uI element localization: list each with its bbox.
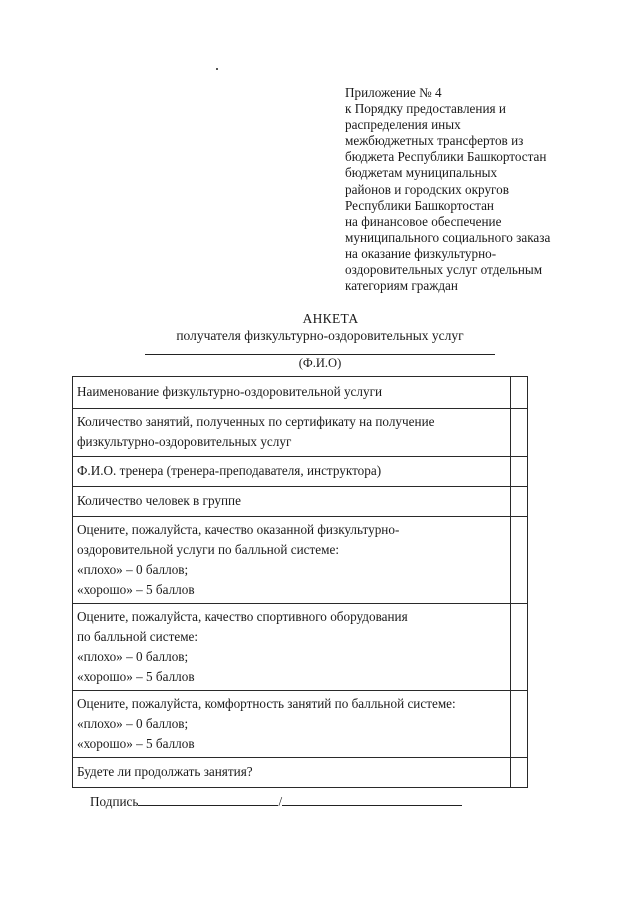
table-row <box>73 517 528 604</box>
question-cell <box>73 691 511 758</box>
answer-cell[interactable] <box>511 457 528 487</box>
appendix-block <box>345 85 605 294</box>
answer-cell[interactable] <box>511 517 528 604</box>
table-row <box>73 377 528 409</box>
table-row <box>73 457 528 487</box>
appendix-line: оздоровительных услуг отдельным <box>345 262 543 278</box>
question-cell <box>73 517 511 604</box>
question-cell <box>73 604 511 691</box>
question-cell <box>73 409 511 457</box>
answer-cell[interactable] <box>511 487 528 517</box>
question-line: «плохо» – 0 баллов; <box>77 715 189 731</box>
question-cell <box>73 487 511 517</box>
fio-blank-line[interactable] <box>145 354 495 355</box>
signature-label: Подпись <box>90 794 139 809</box>
appendix-line: на финансовое обеспечение <box>345 213 502 229</box>
form-subtitle: получателя физкультурно-оздоровительных услуг <box>176 328 464 343</box>
question-line: Количество человек в группе <box>77 493 241 508</box>
question-line: Оцените, пожалуйста, качество оказанной физкультурно- <box>77 521 400 537</box>
table-row <box>73 604 528 691</box>
table-row <box>73 758 528 788</box>
signature-blank[interactable] <box>138 794 278 806</box>
appendix-line: на оказание физкультурно- <box>345 245 497 261</box>
answer-cell[interactable] <box>511 377 528 409</box>
signature-separator: / <box>278 794 283 809</box>
question-line: физкультурно-оздоровительных услуг <box>77 434 292 449</box>
scan-speck <box>216 68 218 70</box>
question-line: Оцените, пожалуйста, качество спортивного оборудования <box>77 608 408 624</box>
appendix-line: районов и городских округов <box>345 181 509 197</box>
table-row <box>73 487 528 517</box>
question-line: «плохо» – 0 баллов; <box>77 648 189 664</box>
questionnaire-table <box>72 376 528 788</box>
appendix-line: категориям граждан <box>345 278 458 294</box>
appendix-line: бюджета Республики Башкортостан <box>345 149 547 165</box>
appendix-line: бюджетам муниципальных <box>345 165 498 181</box>
question-line: «хорошо» – 5 баллов <box>77 668 195 684</box>
signature-name-blank[interactable] <box>282 794 462 806</box>
appendix-line: Республики Башкортостан <box>345 197 494 213</box>
question-cell <box>73 457 511 487</box>
answer-cell[interactable] <box>511 691 528 758</box>
question-line: Ф.И.О. тренера (тренера-преподавателя, инструктора) <box>77 463 382 478</box>
question-line: «хорошо» – 5 баллов <box>77 581 195 597</box>
appendix-line: Приложение № 4 <box>345 85 442 100</box>
question-cell <box>73 377 511 409</box>
fio-caption: (Ф.И.О) <box>298 356 342 370</box>
table-row <box>73 409 528 457</box>
answer-cell[interactable] <box>511 409 528 457</box>
signature-row <box>90 794 462 810</box>
question-cell <box>73 758 511 788</box>
appendix-line: распределения иных <box>345 117 461 133</box>
appendix-line: к Порядку предоставления и <box>345 101 506 117</box>
question-line: «плохо» – 0 баллов; <box>77 561 189 577</box>
question-line: Количество занятий, полученных по сертификату на получение <box>77 414 435 429</box>
question-line: «хорошо» – 5 баллов <box>77 735 195 751</box>
answer-cell[interactable] <box>511 758 528 788</box>
question-line: оздоровительной услуги по балльной системе: <box>77 541 339 557</box>
appendix-line: муниципального социального заказа <box>345 229 551 245</box>
question-line: Наименование физкультурно-оздоровительной услуги <box>77 384 383 399</box>
question-line: Оцените, пожалуйста, комфортность занятий по балльной системе: <box>77 695 456 711</box>
form-title: АНКЕТА <box>302 311 359 326</box>
question-line: по балльной системе: <box>77 628 199 644</box>
appendix-line: межбюджетных трансфертов из <box>345 133 524 149</box>
question-line: Будете ли продолжать занятия? <box>77 764 253 779</box>
answer-cell[interactable] <box>511 604 528 691</box>
table-row <box>73 691 528 758</box>
